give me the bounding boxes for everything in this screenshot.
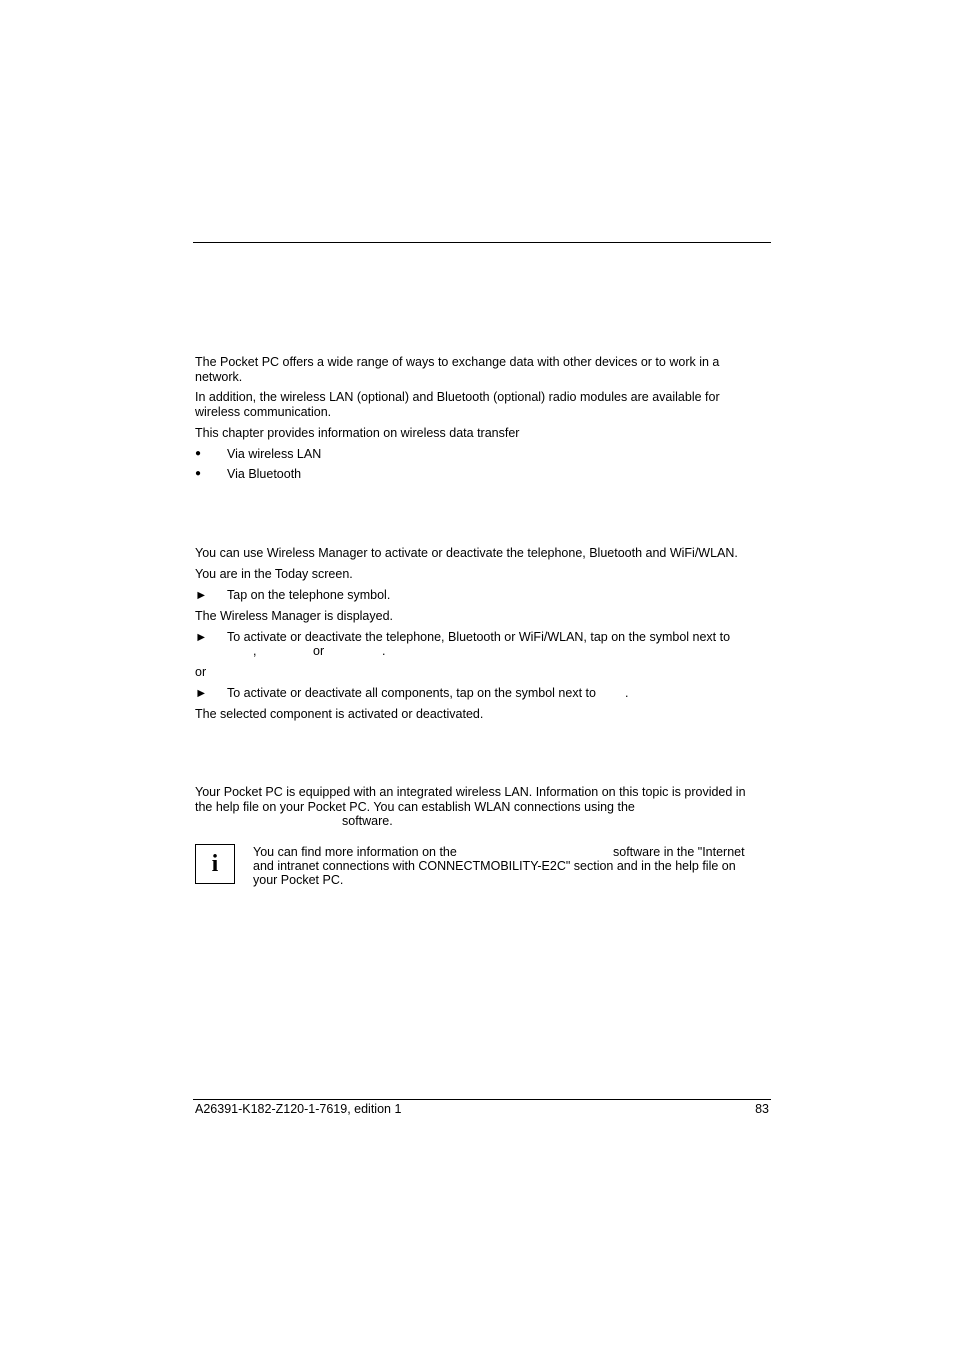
intro-p1-line1: The Pocket PC offers a wide range of ways to exchange data with other devices or to work in a <box>195 355 720 369</box>
wlan-p1-line2: the help file on your Pocket PC. You can establish WLAN connections using the <box>195 799 635 814</box>
wm-step-3-period: . <box>625 686 629 700</box>
wm-paragraph-2: You are in the Today screen. <box>195 567 353 581</box>
footer-page-number: 83 <box>755 1102 769 1116</box>
wlan-paragraph-1 <box>195 785 770 814</box>
wm-step-2-or: or <box>313 644 325 658</box>
wm-paragraph-4: The selected component is activated or deactivated. <box>195 707 484 721</box>
intro-paragraph-1 <box>195 355 765 384</box>
wm-step-2-period: . <box>382 644 386 658</box>
arrow-icon: ► <box>195 630 208 644</box>
wm-step-2-comma: , <box>253 644 257 658</box>
list-item-bluetooth: Via Bluetooth <box>227 467 302 481</box>
wm-paragraph-3: The Wireless Manager is displayed. <box>195 609 393 623</box>
wm-or-text: or <box>195 665 207 679</box>
info-line3: your Pocket PC. <box>253 873 344 887</box>
intro-p2-line1: In addition, the wireless LAN (optional) and Bluetooth (optional) radio modules are available for <box>195 390 720 404</box>
arrow-icon: ► <box>195 588 208 602</box>
arrow-icon: ► <box>195 686 208 700</box>
header-rule <box>193 242 771 243</box>
bullet-marker: ● <box>195 468 202 479</box>
wm-step-1: Tap on the telephone symbol. <box>227 588 391 602</box>
info-line1-end: software in the "Internet <box>613 845 745 859</box>
intro-p2-line2: wireless communication. <box>195 404 332 419</box>
wlan-p1-line3: software. <box>342 814 393 828</box>
bullet-marker: ● <box>195 448 202 459</box>
wm-step-2-line1: To activate or deactivate the telephone, Bluetooth or WiFi/WLAN, tap on the symbol next to <box>227 630 731 644</box>
info-icon-glyph: i <box>211 850 219 877</box>
list-item-wireless-lan: Via wireless LAN <box>227 447 322 461</box>
footer-rule <box>193 1099 771 1100</box>
info-line2: and intranet connections with CONNECTMOBILITY-E2C" section and in the help file on <box>253 859 736 873</box>
info-icon <box>195 844 235 884</box>
intro-paragraph-3: This chapter provides information on wireless data transfer <box>195 426 520 440</box>
wm-step-3: To activate or deactivate all components, tap on the symbol next to <box>227 686 596 700</box>
footer-doc-id: A26391-K182-Z120-1-7619, edition 1 <box>195 1102 402 1116</box>
info-line1-start: You can find more information on the <box>253 845 457 859</box>
intro-paragraph-2 <box>195 390 765 419</box>
wm-paragraph-1: You can use Wireless Manager to activate or deactivate the telephone, Bluetooth and WiFi/WLAN. <box>195 546 738 560</box>
intro-p1-line2: network. <box>195 369 243 384</box>
wlan-p1-line1: Your Pocket PC is equipped with an integrated wireless LAN. Information on this topic is provided in <box>195 785 746 799</box>
